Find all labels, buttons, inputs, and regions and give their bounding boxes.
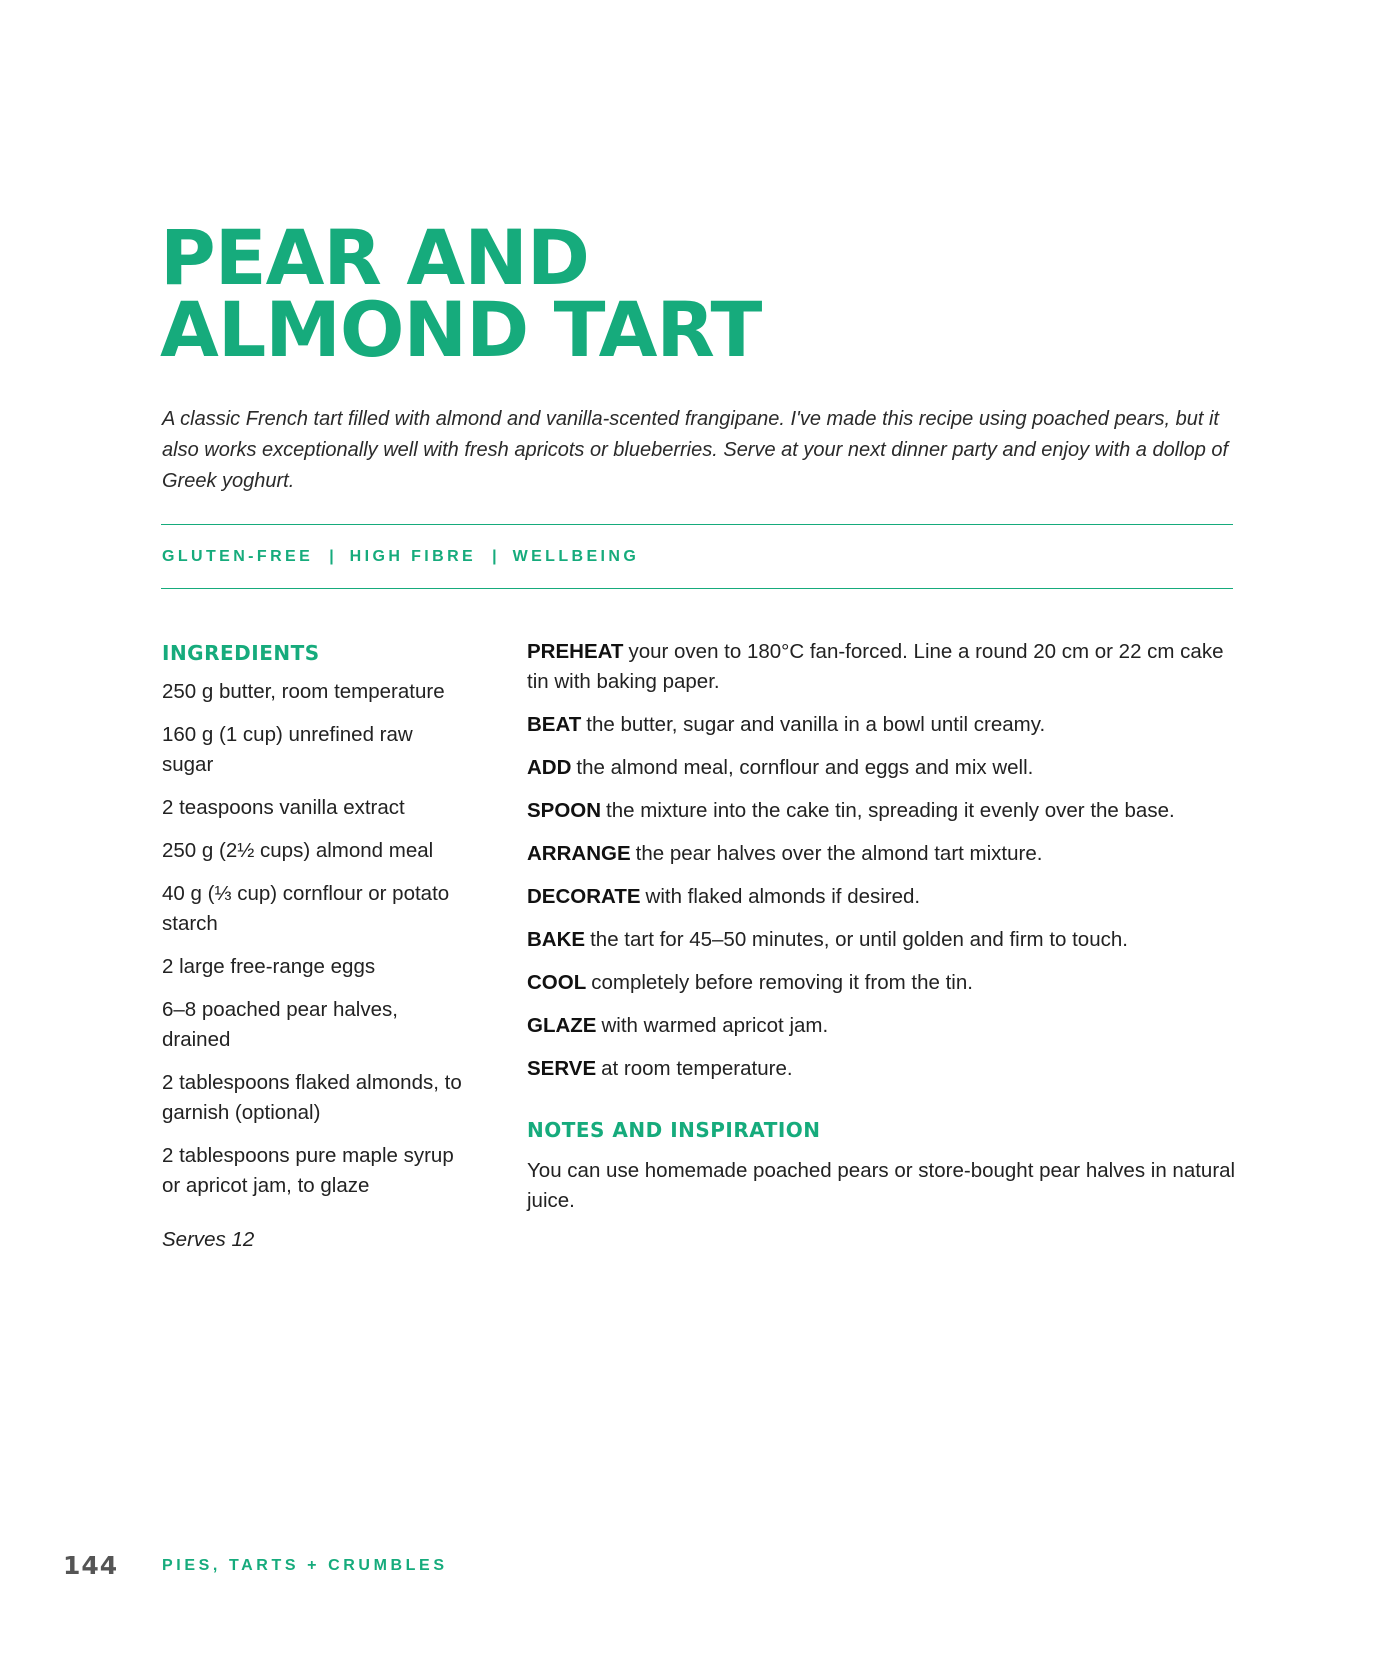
ingredient-item: 2 tablespoons pure maple syrup or apricot jam, to glaze: [162, 1144, 454, 1197]
step-verb: ARRANGE: [527, 842, 631, 865]
tag-wellbeing: WELLBEING: [512, 548, 640, 565]
ingredient-item: 6–8 poached pear halves, drained: [162, 998, 398, 1051]
ingredient-item: 2 teaspoons vanilla extract: [162, 796, 405, 819]
recipe-title: [160, 213, 762, 374]
ingredients-list: [162, 677, 462, 1201]
method-step: [527, 882, 1237, 912]
step-text: with warmed apricot jam.: [601, 1014, 829, 1037]
recipe-title-line-2: ALMOND TART: [160, 285, 762, 374]
divider-bottom: [161, 588, 1233, 589]
step-verb: BEAT: [527, 713, 582, 736]
step-text: completely before removing it from the tin.: [591, 971, 973, 994]
notes-text: You can use homemade poached pears or store-bought pear halves in natural juice.: [527, 1159, 1236, 1212]
recipe-title-line-1: PEAR AND: [160, 213, 589, 302]
step-verb: SPOON: [527, 799, 602, 822]
method-section: [527, 637, 1237, 1216]
ingredient-item: 160 g (1 cup) unrefined raw sugar: [162, 723, 413, 776]
chapter-running-head: PIES, TARTS + CRUMBLES: [162, 1557, 448, 1574]
step-text: the pear halves over the almond tart mixture.: [635, 842, 1043, 865]
recipe-intro: A classic French tart filled with almond and vanilla-scented frangipane. I've made this recipe using poached pears, but it also works exceptionally well with fresh apricots or blueberries. Serve at your next dinner party and enjoy with a dollop of Greek yoghurt.: [162, 408, 1229, 492]
method-step: [527, 839, 1237, 869]
step-verb: PREHEAT: [527, 640, 624, 663]
tag-gluten-free: GLUTEN-FREE: [162, 548, 314, 565]
ingredient-item: 250 g butter, room temperature: [162, 680, 445, 703]
step-verb: COOL: [527, 971, 587, 994]
method-step: [527, 796, 1237, 826]
ingredients-heading: INGREDIENTS: [162, 641, 320, 665]
step-verb: BAKE: [527, 928, 586, 951]
method-steps: [527, 637, 1237, 1084]
ingredient-item: 250 g (2½ cups) almond meal: [162, 839, 434, 862]
ingredient-item: 2 large free-range eggs: [162, 955, 376, 978]
method-step: [527, 925, 1237, 955]
ingredients-section: [162, 639, 462, 1255]
notes-heading: NOTES AND INSPIRATION: [527, 1118, 821, 1142]
method-step: [527, 968, 1237, 998]
step-text: the butter, sugar and vanilla in a bowl until creamy.: [586, 713, 1046, 736]
tag-separator: |: [492, 548, 497, 565]
tag-separator: |: [329, 548, 334, 565]
tag-high-fibre: HIGH FIBRE: [349, 548, 477, 565]
step-verb: SERVE: [527, 1057, 597, 1080]
step-text: at room temperature.: [601, 1057, 793, 1080]
ingredient-item: 40 g (⅓ cup) cornflour or potato starch: [162, 882, 450, 935]
diet-tags: [162, 548, 639, 566]
step-text: your oven to 180°C fan-forced. Line a round 20 cm or 22 cm cake tin with baking paper.: [527, 640, 1224, 693]
serves-count: Serves 12: [162, 1228, 255, 1251]
step-verb: DECORATE: [527, 885, 641, 908]
ingredient-item: 2 tablespoons flaked almonds, to garnish (optional): [162, 1071, 462, 1124]
method-step: [527, 710, 1237, 740]
step-verb: ADD: [527, 756, 572, 779]
step-text: with flaked almonds if desired.: [645, 885, 921, 908]
method-step: [527, 753, 1237, 783]
step-text: the tart for 45–50 minutes, or until golden and firm to touch.: [590, 928, 1128, 951]
page-number: 144: [63, 1551, 119, 1580]
method-step: [527, 1011, 1237, 1041]
divider-top: [161, 524, 1233, 525]
step-text: the mixture into the cake tin, spreading it evenly over the base.: [606, 799, 1175, 822]
method-step: [527, 637, 1237, 697]
method-step: [527, 1054, 1237, 1084]
step-text: the almond meal, cornflour and eggs and mix well.: [576, 756, 1034, 779]
step-verb: GLAZE: [527, 1014, 597, 1037]
